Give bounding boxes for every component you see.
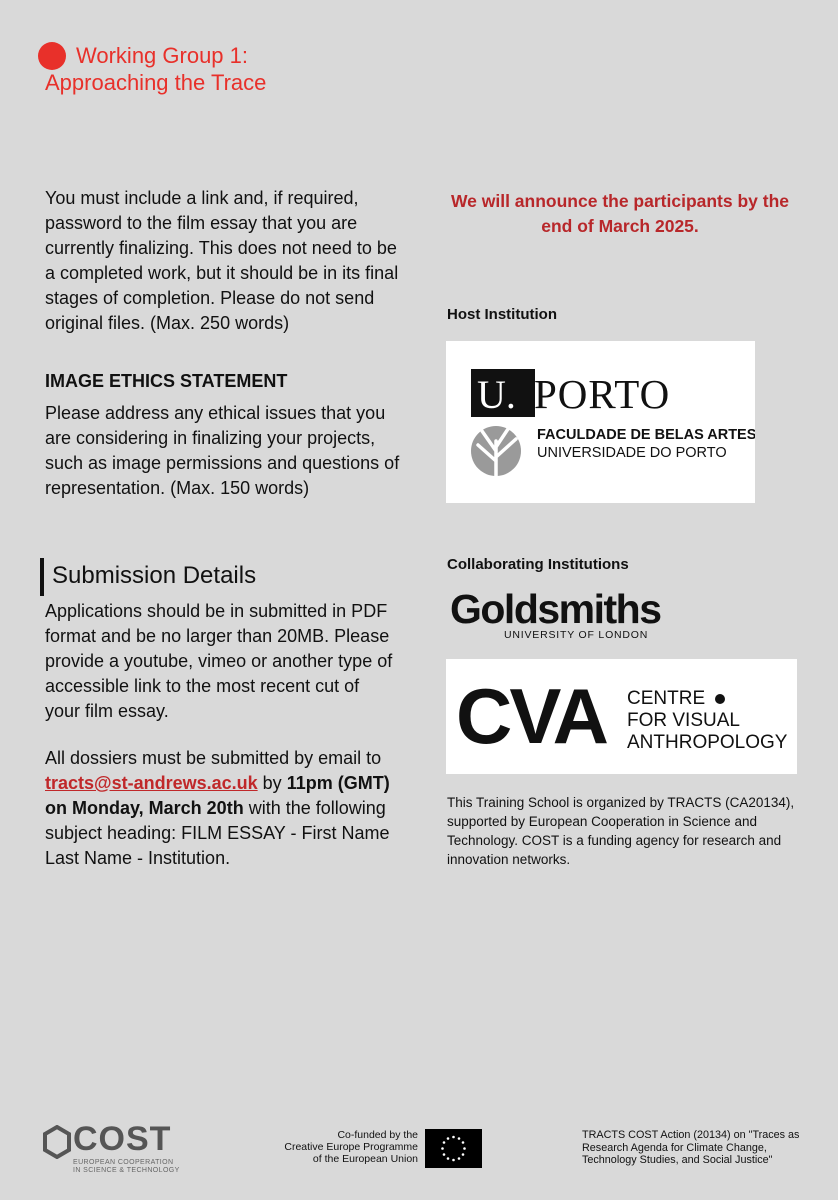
film-link-paragraph: You must include a link and, if required, password to the film essay that you are currently finalizing. This does not need to be a completed work, but it should be in its final stages of completion. Please do not send original files. (Max. 250 words): [45, 188, 399, 333]
deadline-by: by: [262, 773, 282, 793]
uporto-university: UNIVERSIDADE DO PORTO: [537, 445, 727, 461]
cva-text: [627, 688, 797, 754]
uporto-faculty: FACULDADE DE BELAS ARTES: [537, 427, 755, 443]
cost-word: COST: [73, 1120, 172, 1158]
deadline-paragraph: [45, 746, 405, 871]
cofund-line-1: Co-funded by the: [337, 1129, 418, 1141]
tracts-footer-note: TRACTS COST Action (20134) on "Traces as Research Agenda for Climate Change, Technology Studies, and Social Justice": [582, 1129, 800, 1166]
cost-subtitle: [73, 1159, 193, 1175]
goldsmiths-name: Goldsmiths: [450, 586, 661, 632]
ethics-heading: IMAGE ETHICS STATEMENT: [45, 371, 288, 391]
cva-line-3: ANTHROPOLOGY: [627, 732, 788, 753]
dot-icon: [715, 694, 725, 704]
deadline-time: 11pm (GMT) on Monday, March 20th: [45, 773, 390, 818]
section-marker: [40, 558, 44, 596]
goldsmiths-sub: UNIVERSITY OF LONDON: [504, 629, 649, 641]
title-line-2: Approaching the Trace: [45, 70, 267, 95]
cofund-line-2: Creative Europe Programme: [284, 1141, 418, 1153]
cost-hexagon-icon: [42, 1125, 72, 1159]
submission-heading: Submission Details: [52, 562, 257, 589]
uporto-logo: [446, 341, 755, 503]
training-note: This Training School is organized by TRACTS (CA20134), supported by European Cooperation in Science and Technology. COST is a funding agency for research and innovation networks.: [447, 795, 795, 867]
title-line-1: Working Group 1:: [76, 43, 249, 68]
eu-flag-icon: [425, 1129, 482, 1168]
collab-label: Collaborating Institutions: [447, 556, 629, 573]
email-link[interactable]: tracts@st-andrews.ac.uk: [45, 773, 258, 793]
cva-letters: CVA: [456, 672, 606, 760]
ethics-paragraph: Please address any ethical issues that you are considering in finalizing your projects, such as image permissions and questions of representation. (Max. 150 words): [45, 403, 400, 498]
cost-logo: [42, 1120, 182, 1175]
deadline-prefix: All dossiers must be submitted by email to: [45, 748, 382, 768]
page-title: [45, 42, 405, 96]
cva-logo: [446, 659, 797, 774]
deadline-suffix: with the following subject heading: FILM ESSAY - First Name Last Name - Institution.: [45, 798, 390, 868]
uporto-emblem-icon: [471, 426, 521, 476]
uporto-mark-porto: PORTO: [534, 371, 671, 417]
goldsmiths-logo: [450, 587, 670, 647]
eu-stars: [425, 1129, 482, 1168]
announcement: We will announce the participants by the end of March 2025.: [450, 191, 790, 236]
uporto-logo-graphic: [446, 341, 755, 503]
host-label: Host Institution: [447, 306, 557, 323]
cofund-line-3: of the European Union: [312, 1153, 418, 1165]
submission-paragraph: Applications should be in submitted in PDF format and be no larger than 20MB. Please provide a youtube, vimeo or another type of accessible link to the most recent cut of your film essay.: [45, 601, 393, 721]
cost-sub-line-2: IN SCIENCE & TECHNOLOGY: [73, 1167, 180, 1174]
cva-line-1: CENTRE: [627, 688, 706, 709]
cost-sub-line-1: EUROPEAN COOPERATION: [73, 1159, 174, 1166]
uporto-mark-u: U.: [477, 372, 516, 417]
cva-line-2: FOR VISUAL: [627, 710, 740, 731]
cofund-text: [262, 1129, 418, 1165]
